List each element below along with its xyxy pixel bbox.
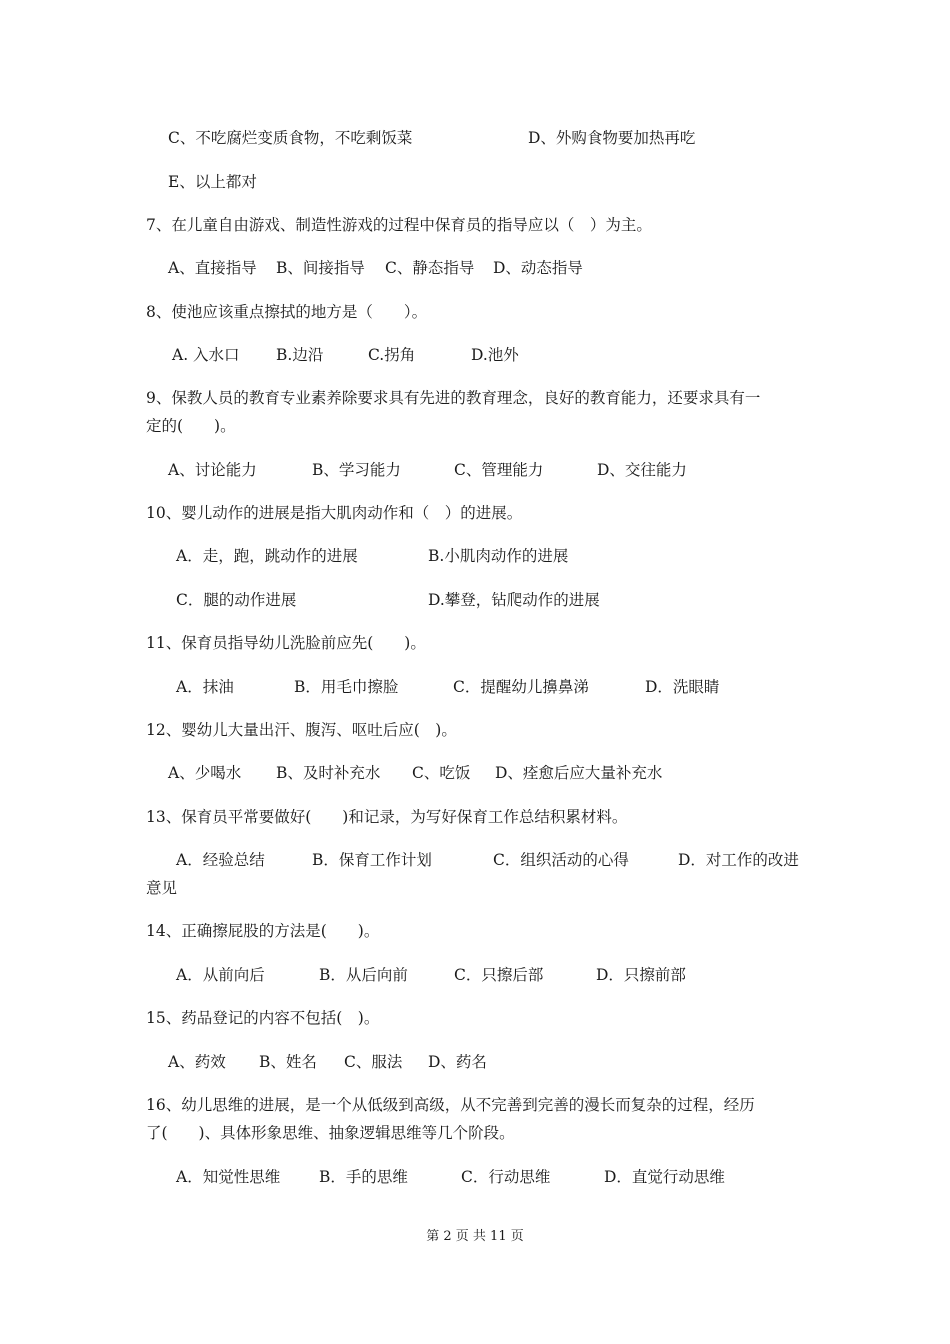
q6-option-e: E、以上都对 [168, 173, 257, 191]
q8-option-a: A. 入水口 [172, 346, 240, 364]
q14-option-c: C．只擦后部 [454, 966, 544, 984]
question-16-line-2: 了( )、具体形象思维、抽象逻辑思维等几个阶段。 [146, 1124, 515, 1142]
q10-option-c: C．腿的动作进展 [176, 591, 297, 609]
question-15: 15、药品登记的内容不包括( )。 [146, 1009, 380, 1027]
q12-option-d: D、痊愈后应大量补充水 [495, 764, 663, 782]
q13-option-a: A．经验总结 [176, 851, 265, 869]
q7-option-c: C、静态指导 [385, 259, 475, 277]
q15-option-b: B、姓名 [259, 1053, 317, 1071]
question-9-line-2: 定的( )。 [146, 417, 236, 435]
q11-option-b: B．用毛巾擦脸 [294, 678, 399, 696]
q12-option-c: C、吃饭 [412, 764, 471, 782]
q10-option-b: B.小肌肉动作的进展 [428, 547, 569, 565]
question-11: 11、保育员指导幼儿洗脸前应先( )。 [146, 634, 426, 652]
question-10: 10、婴儿动作的进展是指大肌肉动作和（ ）的进展。 [146, 504, 523, 522]
q10-option-d: D.攀登，钻爬动作的进展 [428, 591, 600, 609]
page-number-footer: 第 2 页 共 11 页 [426, 1229, 524, 1244]
q7-option-a: A、直接指导 [168, 259, 257, 277]
q9-option-a: A、讨论能力 [168, 461, 257, 479]
q11-option-a: A．抹油 [176, 678, 234, 696]
q16-option-b: B．手的思维 [319, 1168, 408, 1186]
q14-option-b: B．从后向前 [319, 966, 408, 984]
q13-option-d: D．对工作的改进 [678, 851, 799, 869]
q15-option-c: C、服法 [344, 1053, 403, 1071]
q9-option-b: B、学习能力 [312, 461, 401, 479]
question-16-line-1: 16、幼儿思维的进展，是一个从低级到高级，从不完善到完善的漫长而复杂的过程，经历 [146, 1096, 755, 1114]
question-9-line-1: 9、保教人员的教育专业素养除要求具有先进的教育理念，良好的教育能力，还要求具有一 [146, 389, 761, 407]
question-7: 7、在儿童自由游戏、制造性游戏的过程中保育员的指导应以（ ）为主。 [146, 216, 652, 234]
q13-option-c: C．组织活动的心得 [493, 851, 629, 869]
question-14: 14、正确擦屁股的方法是( )。 [146, 922, 380, 940]
q15-option-d: D、药名 [428, 1053, 487, 1071]
q8-option-d: D.池外 [471, 346, 519, 364]
q15-option-a: A、药效 [168, 1053, 226, 1071]
q16-option-d: D．直觉行动思维 [604, 1168, 725, 1186]
q6-option-d: D、外购食物要加热再吃 [528, 129, 696, 147]
question-13: 13、保育员平常要做好( )和记录，为写好保育工作总结积累材料。 [146, 808, 628, 826]
q11-option-d: D．洗眼睛 [645, 678, 720, 696]
q11-option-c: C．提醒幼儿擤鼻涕 [453, 678, 589, 696]
q13-option-d-wrap: 意见 [146, 879, 178, 897]
q16-option-c: C．行动思维 [461, 1168, 551, 1186]
question-8: 8、使池应该重点擦拭的地方是（ ）。 [146, 303, 428, 321]
q9-option-c: C、管理能力 [454, 461, 544, 479]
q14-option-d: D．只擦前部 [596, 966, 686, 984]
q12-option-b: B、及时补充水 [276, 764, 381, 782]
q8-option-c: C.拐角 [368, 346, 416, 364]
q7-option-b: B、间接指导 [276, 259, 365, 277]
q6-option-c: C、不吃腐烂变质食物，不吃剩饭菜 [168, 129, 413, 147]
q13-option-b: B．保育工作计划 [312, 851, 432, 869]
q7-option-d: D、动态指导 [493, 259, 583, 277]
q8-option-b: B.边沿 [276, 346, 324, 364]
q12-option-a: A、少喝水 [168, 764, 242, 782]
question-12: 12、婴幼儿大量出汗、腹泻、呕吐后应( )。 [146, 721, 457, 739]
q14-option-a: A．从前向后 [176, 966, 265, 984]
q9-option-d: D、交往能力 [597, 461, 687, 479]
q10-option-a: A．走，跑，跳动作的进展 [176, 547, 358, 565]
q16-option-a: A．知觉性思维 [176, 1168, 281, 1186]
